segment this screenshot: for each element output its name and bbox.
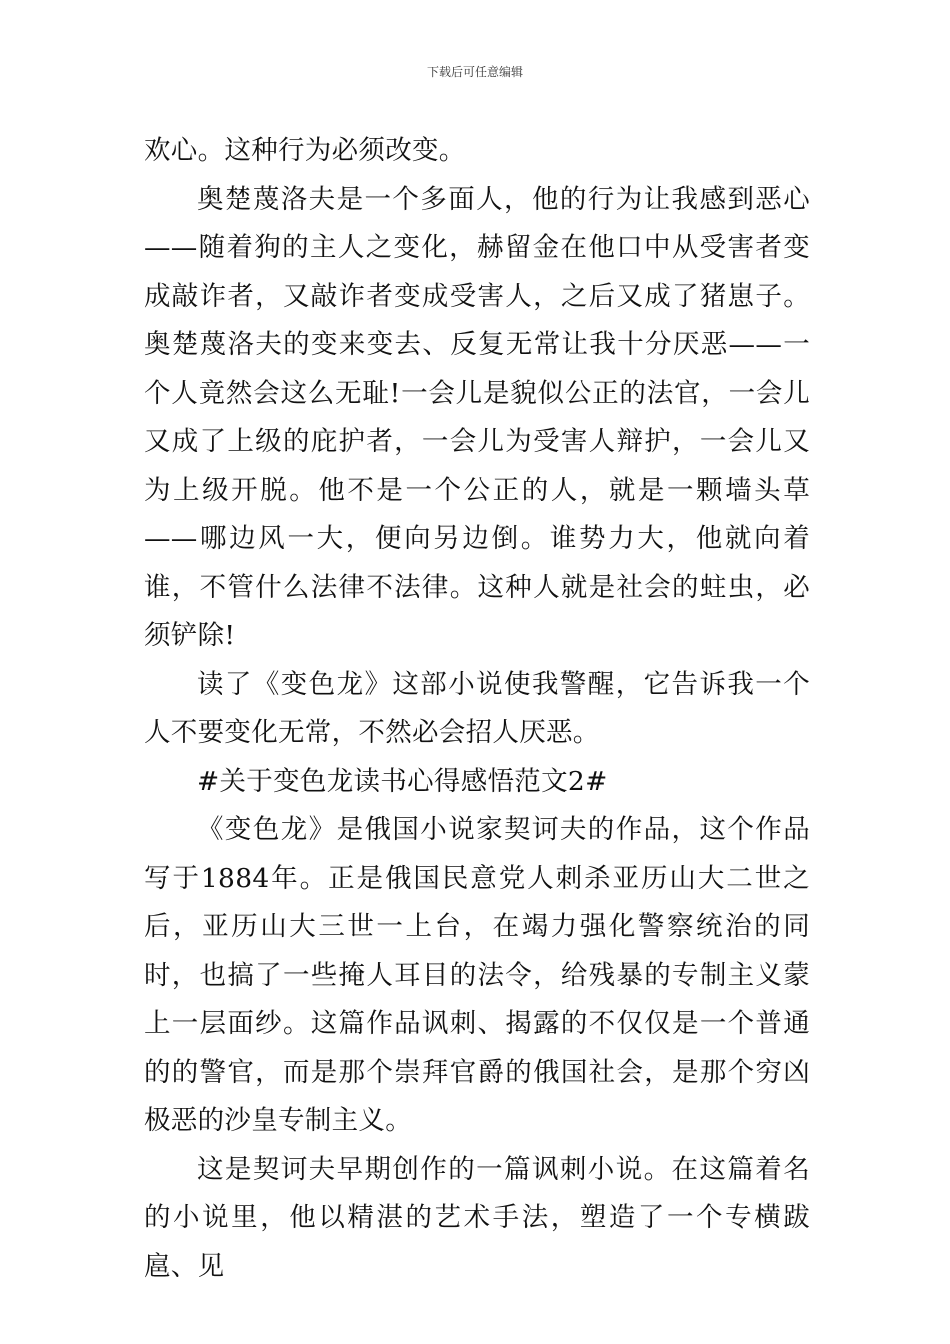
page-header: 下载后可任意编辑 <box>426 65 523 79</box>
paragraph-ochumelov: 奥楚蔑洛夫是一个多面人，他的行为让我感到恶心——随着狗的主人之变化，赫留金在他口中从受害者变成敲诈者，又敲诈者变成受害人，之后又成了猪崽子。奥楚蔑洛夫的变来变去、反复无常让我十分厌恶——一个人竟然会这么无耻!一会儿是貌似公正的法官，一会儿又成了上级的庇护者，一会儿为受害人辩护，一会儿又为上级开脱。他不是一个公正的人，就是一颗墙头草——哪边风一大，便向另边倒。谁势力大，他就向着谁，不管什么法律不法律。这种人就是社会的蛀虫，必须铲除! <box>144 183 810 651</box>
paragraph-continuation: 欢心。这种行为必须改变。 <box>144 135 466 166</box>
paragraph-conclusion: 读了《变色龙》这部小说使我警醒，它告诉我一个人不要变化无常，不然必会招人厌恶。 <box>144 668 810 748</box>
section-heading: #关于变色龙读书心得感悟范文2# <box>197 765 608 797</box>
document-body <box>144 127 810 1291</box>
paragraph-satire: 这是契诃夫早期创作的一篇讽刺小说。在这篇着名的小说里，他以精湛的艺术手法，塑造了一个专横跋扈、见 <box>144 1153 810 1282</box>
paragraph-background: 《变色龙》是俄国小说家契诃夫的作品，这个作品写于1884年。正是俄国民意党人刺杀亚历山大二世之后，亚历山大三世一上台，在竭力强化警察统治的同时，也搞了一些掩人耳目的法令，给残暴的专制主义蒙上一层面纱。这篇作品讽刺、揭露的不仅仅是一个普通的的警官，而是那个崇拜官爵的俄国社会，是那个穷凶极恶的沙皇专制主义。 <box>144 814 810 1136</box>
